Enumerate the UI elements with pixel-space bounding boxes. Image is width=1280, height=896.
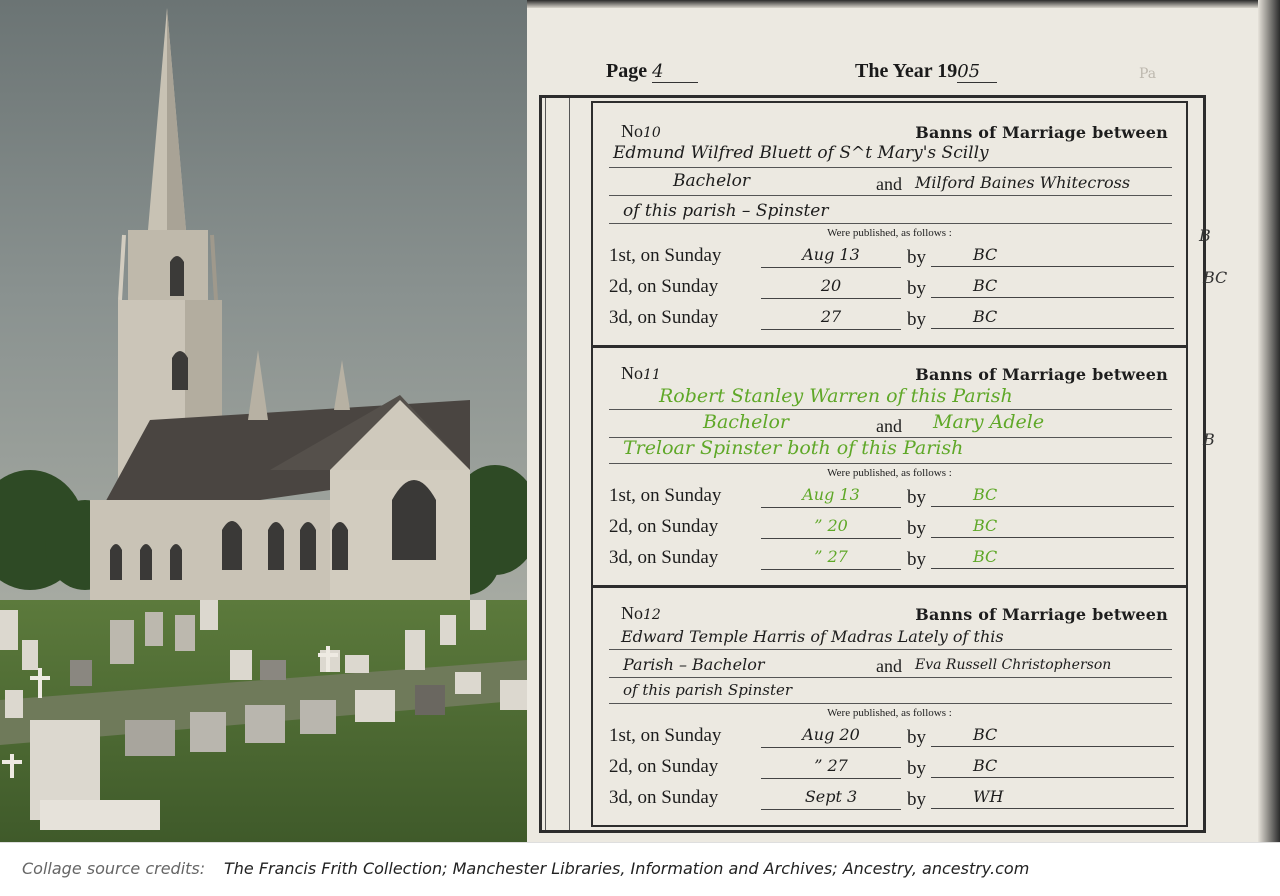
entry-title: Banns of Marriage between xyxy=(915,123,1168,142)
sunday-date: Sept 3 xyxy=(761,787,901,810)
margin-mark-2: BC xyxy=(1203,268,1228,287)
margin-mark-1: B xyxy=(1199,226,1211,245)
sunday-date: 27 xyxy=(761,307,901,330)
page-label: Page xyxy=(606,60,648,82)
minister-initials: BC xyxy=(931,516,1174,538)
published-label: Were published, as follows : xyxy=(827,467,952,479)
minister-initials: BC xyxy=(931,725,1174,747)
bride-line-2: of this parish – Spinster xyxy=(623,201,829,221)
sunday-row-3: 3d, on Sunday ” 27 by BC xyxy=(609,547,1174,571)
entry-title: Banns of Marriage between xyxy=(915,605,1168,624)
groom-status: Bachelor xyxy=(673,171,750,191)
and-label: and xyxy=(876,416,902,436)
minister-initials: BC xyxy=(931,756,1174,778)
sunday-date: ” 20 xyxy=(761,516,901,539)
groom-status: Parish – Bachelor xyxy=(623,655,765,674)
credits-bar xyxy=(0,842,1280,896)
marriage-banns-register xyxy=(527,0,1280,842)
sunday-row-1: 1st, on Sunday Aug 13 by BC xyxy=(609,245,1174,269)
minister-initials: BC xyxy=(931,245,1174,267)
page-heading xyxy=(606,60,698,83)
minister-initials: BC xyxy=(931,276,1174,298)
sunday-row-2: 2d, on Sunday 20 by BC xyxy=(609,276,1174,300)
church-photo xyxy=(0,0,527,842)
year-heading xyxy=(855,60,997,83)
bride-line: Mary Adele xyxy=(933,411,1045,433)
groom-line: Edward Temple Harris of Madras Lately of this xyxy=(621,627,1004,646)
sunday-date: Aug 20 xyxy=(761,725,901,748)
bride-line-2: Treloar Spinster both of this Parish xyxy=(623,437,964,459)
and-label: and xyxy=(876,656,902,676)
minister-initials: WH xyxy=(931,787,1174,809)
minister-initials: BC xyxy=(931,485,1174,507)
credits-text: The Francis Frith Collection; Manchester Libraries, Information and Archives; Ancestry, ancestry.com xyxy=(224,859,1030,878)
published-label: Were published, as follows : xyxy=(827,227,952,239)
published-label: Were published, as follows : xyxy=(827,707,952,719)
scan-edge-top xyxy=(527,0,1280,8)
entry-title: Banns of Marriage between xyxy=(915,365,1168,384)
sunday-date: ” 27 xyxy=(761,756,901,779)
groom-line: Edmund Wilfred Bluett of S^t Mary's Scilly xyxy=(613,143,989,163)
and-label: and xyxy=(876,174,902,194)
sunday-row-2: 2d, on Sunday ” 27 by BC xyxy=(609,756,1174,780)
bride-line: Milford Baines Whitecross xyxy=(915,173,1131,192)
groom-line: Robert Stanley Warren of this Parish xyxy=(659,385,1013,407)
sunday-date: ” 27 xyxy=(761,547,901,570)
sunday-date: 20 xyxy=(761,276,901,299)
minister-initials: BC xyxy=(931,307,1174,329)
sunday-row-2: 2d, on Sunday ” 20 by BC xyxy=(609,516,1174,540)
sunday-row-1: 1st, on Sunday Aug 13 by BC xyxy=(609,485,1174,509)
church-illustration xyxy=(0,0,527,842)
entry-number: No12 xyxy=(621,603,661,623)
sunday-row-3: 3d, on Sunday 27 by BC xyxy=(609,307,1174,331)
banns-entry-12 xyxy=(593,585,1186,825)
page-number: 4 xyxy=(652,61,698,83)
groom-status: Bachelor xyxy=(703,411,790,433)
bride-line-2: of this parish Spinster xyxy=(623,681,793,699)
entry-number: No11 xyxy=(621,363,661,383)
banns-entry-11 xyxy=(593,345,1186,588)
sunday-row-3: 3d, on Sunday Sept 3 by WH xyxy=(609,787,1174,811)
minister-initials: BC xyxy=(931,547,1174,569)
sunday-date: Aug 13 xyxy=(761,245,901,268)
entry-number: No10 xyxy=(621,121,661,141)
scan-edge-right xyxy=(1258,0,1280,842)
sunday-date: Aug 13 xyxy=(761,485,901,508)
sunday-row-1: 1st, on Sunday Aug 20 by BC xyxy=(609,725,1174,749)
bleed-through: Pa xyxy=(1139,66,1157,82)
margin-mark-3: B xyxy=(1203,430,1215,449)
year-suffix: 05 xyxy=(957,61,997,83)
credits-label: Collage source credits: xyxy=(22,859,206,878)
bride-line: Eva Russell Christopherson xyxy=(915,657,1112,673)
year-label: The Year 19 xyxy=(855,60,958,82)
banns-entry-10 xyxy=(593,103,1186,348)
